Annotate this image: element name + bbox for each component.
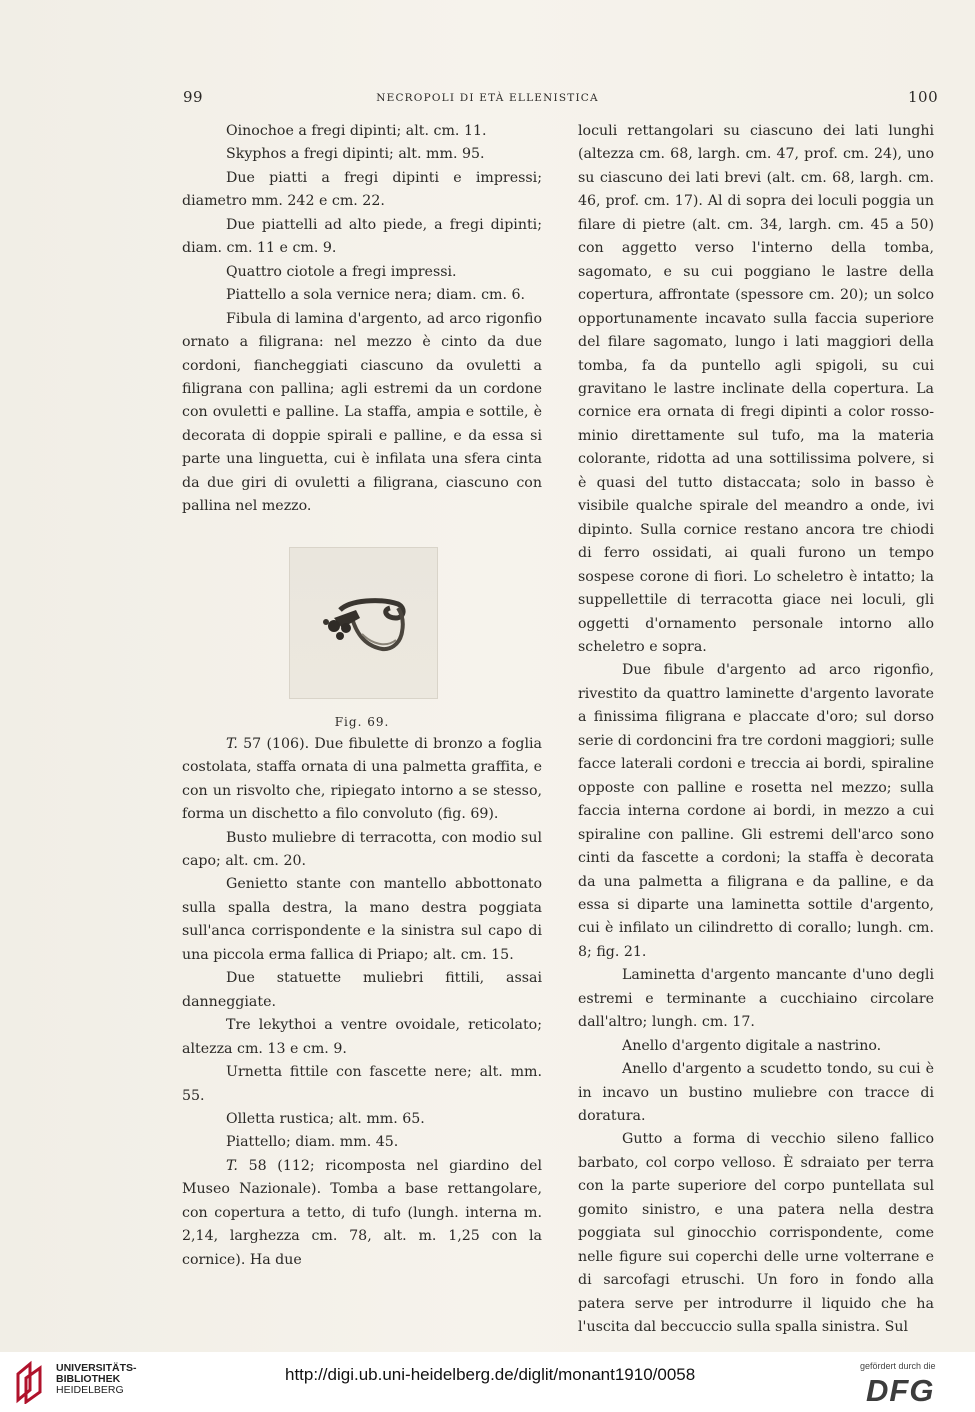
paragraph: Urnetta fittile con fascette nere; alt. mm. 55. [182, 1064, 542, 1104]
paragraph: Due statuette muliebri fittili, assai danneggiate. [182, 970, 542, 1010]
paragraph: Tre lekythoi a ventre ovoidale, reticolato; altezza cm. 13 e cm. 9. [182, 1017, 542, 1057]
paragraph: Laminetta d'argento mancante d'uno degli estremi e terminante a cucchiaino circolare dall'altro; lungh. cm. 17. [578, 967, 934, 1031]
paragraph: loculi rettangolari su ciascuno dei lati lunghi (altezza cm. 68, largh. cm. 47, prof. cm. 24), uno su ciascuno dei lati brevi (alt. cm. 68, largh. cm. 46, prof. cm. 17). Al di sopra dei loculi poggia un filare di pietre (alt. cm. 34, largh. cm. 45 a 50) con aggetto verso l'interno della tomba, sagomato, e su cui poggiano le lastre della copertura, affrontate (spessore cm. 20); un solco opportunamente incavato sulla faccia superiore del filare sagomato, lungo i lati maggiori della tomba, fa da puntello agli spigoli, su cui gravitano le lastre inclinate della copertura. La cornice era ornata di fregi dipinti a color rosso-minio direttamente sul tufo, ma la materia colorante, ridotta ad una sottilissima polvere, si è quasi del tutto distaccata; solo in basso è visibile qualche spirale del meandro a onde, ivi dipinto. Sulla cornice restano ancora tre chiodi di ferro ossidati, ai quali furono un tempo sospese corone di fiori. Lo scheletro è intatto; la suppellettile di terracotta giace nei loculi, gli oggetti d'ornamento personale intorno allo scheletro e sopra. [578, 123, 934, 655]
figure-caption: Fig. 69. [334, 714, 390, 729]
figure-69 [182, 547, 542, 729]
dfg-logo: DFG [866, 1373, 935, 1408]
footer-bar [0, 1352, 975, 1412]
tomb-label: T. [226, 1157, 238, 1174]
paragraph: Fibula di lamina d'argento, ad arco rigonfio ornato a filigrana: nel mezzo è cinto da due cordoni, fiancheggiati ciascuno da ovuletti a filigrana con pallina; agli estremi da un cordone con ovuletti e palline. La staffa, ampia e sottile, è decorata di doppie spirali e palline, e da essa si parte una linguetta, cui è infilata una sfera cinta da due giri di ovuletti a filigrana, ciascuno con pallina nel mezzo. [182, 310, 542, 515]
paragraph: Gutto a forma di vecchio sileno fallico barbato, col corpo velloso. È sdraiato per terra con la parte superiore del corpo puntellata sul gomito sinistro, e una patera nella destra poggiata sul ginocchio corrispondente, come nelle figure sui coperchi delle urne volterrane e di sarcofagi etruschi. Un foro in fondo alla patera serve per introdurre il liquido che ha l'uscita dal beccuccio sulla spalla sinistra. Sul [578, 1131, 934, 1336]
paragraph: Oinochoe a fregi dipinti; alt. cm. 11. [226, 123, 487, 139]
paragraph-text: 57 (106). Due fibulette di bronzo a foglia costolata, staffa ornata di una palmetta graffita, e con un risvolto che, ripiegato intorno a se stesso, forma un dischetto a filo convoluto (fig. 69). [182, 735, 543, 823]
running-title: NECROPOLI DI ETÀ ELLENISTICA [376, 92, 599, 104]
paragraph: Genietto stante con mantello abbottonato sulla spalla destra, la mano destra poggiata sull'anca corrispondente e la sinistra sul capo di una piccola erma fallica di Priapo; alt. cm. 15. [182, 876, 542, 963]
paragraph: Anello d'argento digitale a nastrino. [622, 1037, 882, 1054]
library-name-line: HEIDELBERG [56, 1384, 124, 1396]
paragraph-text: 58 (112; ricomposta nel giardino del Museo Nazionale). Tomba a base rettangolare, con copertura a tetto, di tufo (lungh. interna m. 2,14, larghezza cm. 78, alt. m. 1,25 con la cornice). Ha due [182, 1157, 542, 1268]
left-column [182, 120, 542, 1272]
paragraph: Quattro ciotole a fregi impressi. [226, 263, 457, 280]
paragraph: Due fibule d'argento ad arco rigonfio, rivestito da quattro laminette d'argento lavorate a finissima filigrana e placcate d'oro; sul dorso serie di cordoncini fra tre cordoni maggiori; sulle facce laterali cordoni e treccia ai bordi, spiraline opposte con palline e rosetta nel mezzo; sulla faccia interna cordone ai bordi, in mezzo a cui spiraline con palline. Gli estremi dell'arco sono cinti da fascette a cordoni; la staffa è decorata da una palmetta a filigrana e da palline, e da essa si diparte una laminetta sottile d'argento, cui è infilato un cilindretto di corallo; lungh. cm. 8; fig. 21. [578, 662, 934, 960]
library-name [56, 1363, 137, 1396]
library-name-line: UNIVERSITÄTS- [56, 1362, 137, 1374]
paragraph [182, 733, 542, 827]
paragraph: Due piattelli ad alto piede, a fregi dipinti; diam. cm. 11 e cm. 9. [182, 216, 542, 257]
page-number-right: 100 [908, 88, 939, 106]
library-name-line: BIBLIOTHEK [56, 1373, 121, 1385]
page-number-left: 99 [183, 88, 204, 106]
fibula-photo [289, 547, 438, 699]
funding-note: gefördert durch die [860, 1361, 936, 1371]
paragraph [182, 1155, 542, 1272]
university-library-logo-icon [14, 1360, 48, 1404]
paragraph: Olletta rustica; alt. mm. 65. [226, 1110, 425, 1127]
paragraph: Piattello; diam. mm. 45. [226, 1134, 399, 1151]
tomb-label: T. [226, 735, 238, 752]
paragraph: Piattello a sola vernice nera; diam. cm. 6. [226, 287, 526, 304]
paragraph: Skyphos a fregi dipinti; alt. mm. 95. [226, 146, 485, 163]
paragraph: Busto muliebre di terracotta, con modio sul capo; alt. cm. 20. [182, 829, 542, 869]
paragraph: Due piatti a fregi dipinti e impressi; diametro mm. 242 e cm. 22. [182, 169, 542, 210]
permalink-url[interactable]: http://digi.ub.uni-heidelberg.de/diglit/monant1910/0058 [285, 1365, 696, 1384]
right-column [578, 120, 934, 1340]
paragraph: Anello d'argento a scudetto tondo, su cui è in incavo un bustino muliebre con tracce di doratura. [578, 1061, 934, 1125]
fibula-image [290, 548, 437, 698]
